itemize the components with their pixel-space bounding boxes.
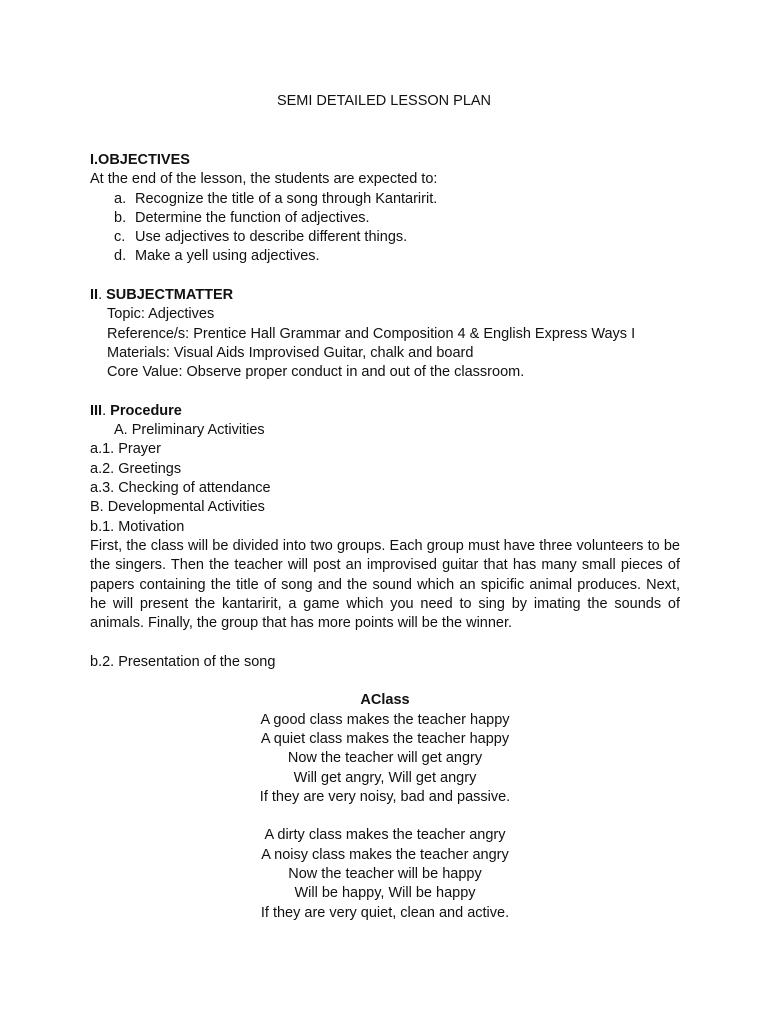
- subject-topic: Topic: Adjectives: [107, 306, 215, 323]
- subject-core-value: Core Value: Observe proper conduct in and out of the classroom.: [107, 364, 525, 381]
- prelim-item-greetings: a.2. Greetings: [90, 460, 182, 477]
- song-line: Now the teacher will be happy: [288, 865, 482, 882]
- song-line: A quiet class makes the teacher happy: [260, 730, 510, 747]
- preliminary-activities: A. Preliminary Activities: [114, 422, 265, 439]
- subject-matter-heading: II. SUBJECTMATTER: [90, 287, 234, 304]
- objectives-intro: At the end of the lesson, the students are expected to:: [90, 171, 438, 188]
- objective-item: [90, 228, 680, 247]
- subject-reference: Reference/s: Prentice Hall Grammar and Composition 4 & English Express Ways I: [107, 325, 636, 342]
- page-title: SEMI DETAILED LESSON PLAN: [276, 93, 492, 109]
- objective-item: [90, 190, 680, 209]
- song-line: Will get angry, Will get angry: [293, 769, 477, 786]
- list-marker: b.: [114, 209, 127, 226]
- developmental-activities: B. Developmental Activities: [90, 499, 265, 516]
- song-line: A good class makes the teacher happy: [260, 711, 510, 728]
- song-line: If they are very quiet, clean and active.: [260, 904, 510, 921]
- objective-text: Use adjectives to describe different things.: [135, 229, 408, 246]
- objectives-list: [90, 190, 680, 267]
- song-block: [90, 691, 680, 923]
- song-line: If they are very noisy, bad and passive.: [259, 788, 511, 805]
- prelim-item-attendance: a.3. Checking of attendance: [90, 480, 271, 497]
- song-line: A dirty class makes the teacher angry: [264, 827, 506, 844]
- list-marker: d.: [114, 248, 127, 265]
- presentation-label: b.2. Presentation of the song: [90, 653, 276, 670]
- prelim-item-prayer: a.1. Prayer: [90, 441, 161, 458]
- objective-text: Make a yell using adjectives.: [135, 248, 320, 265]
- motivation-paragraph: First, the class will be divided into two groups. Each group must have three volunteers to be the singers. Then the teacher will post an improvised guitar that has many small pieces of papers containing the title of song and the sound which an spicific animal produces. Next, he will present the kantaririt, a game which you need to sing by imating the sounds of animals. Finally, the group that has more points will be the winner.: [90, 537, 680, 632]
- objectives-heading: I.OBJECTIVES: [90, 152, 190, 168]
- song-line: A noisy class makes the teacher angry: [261, 846, 509, 863]
- document-body: [90, 151, 680, 923]
- song-line: Will be happy, Will be happy: [294, 885, 476, 902]
- song-title: AClass: [360, 692, 410, 709]
- objective-text: Recognize the title of a song through Kantaririt.: [135, 190, 438, 207]
- procedure-heading: III. Procedure: [90, 402, 182, 419]
- song-line: Now the teacher will get angry: [287, 750, 483, 767]
- objective-item: [90, 209, 680, 228]
- motivation-label: b.1. Motivation: [90, 518, 185, 535]
- list-marker: a.: [114, 190, 127, 207]
- objective-item: [90, 247, 680, 266]
- objective-text: Determine the function of adjectives.: [135, 209, 370, 226]
- subject-materials: Materials: Visual Aids Improvised Guitar, chalk and board: [107, 344, 474, 361]
- list-marker: c.: [114, 229, 126, 246]
